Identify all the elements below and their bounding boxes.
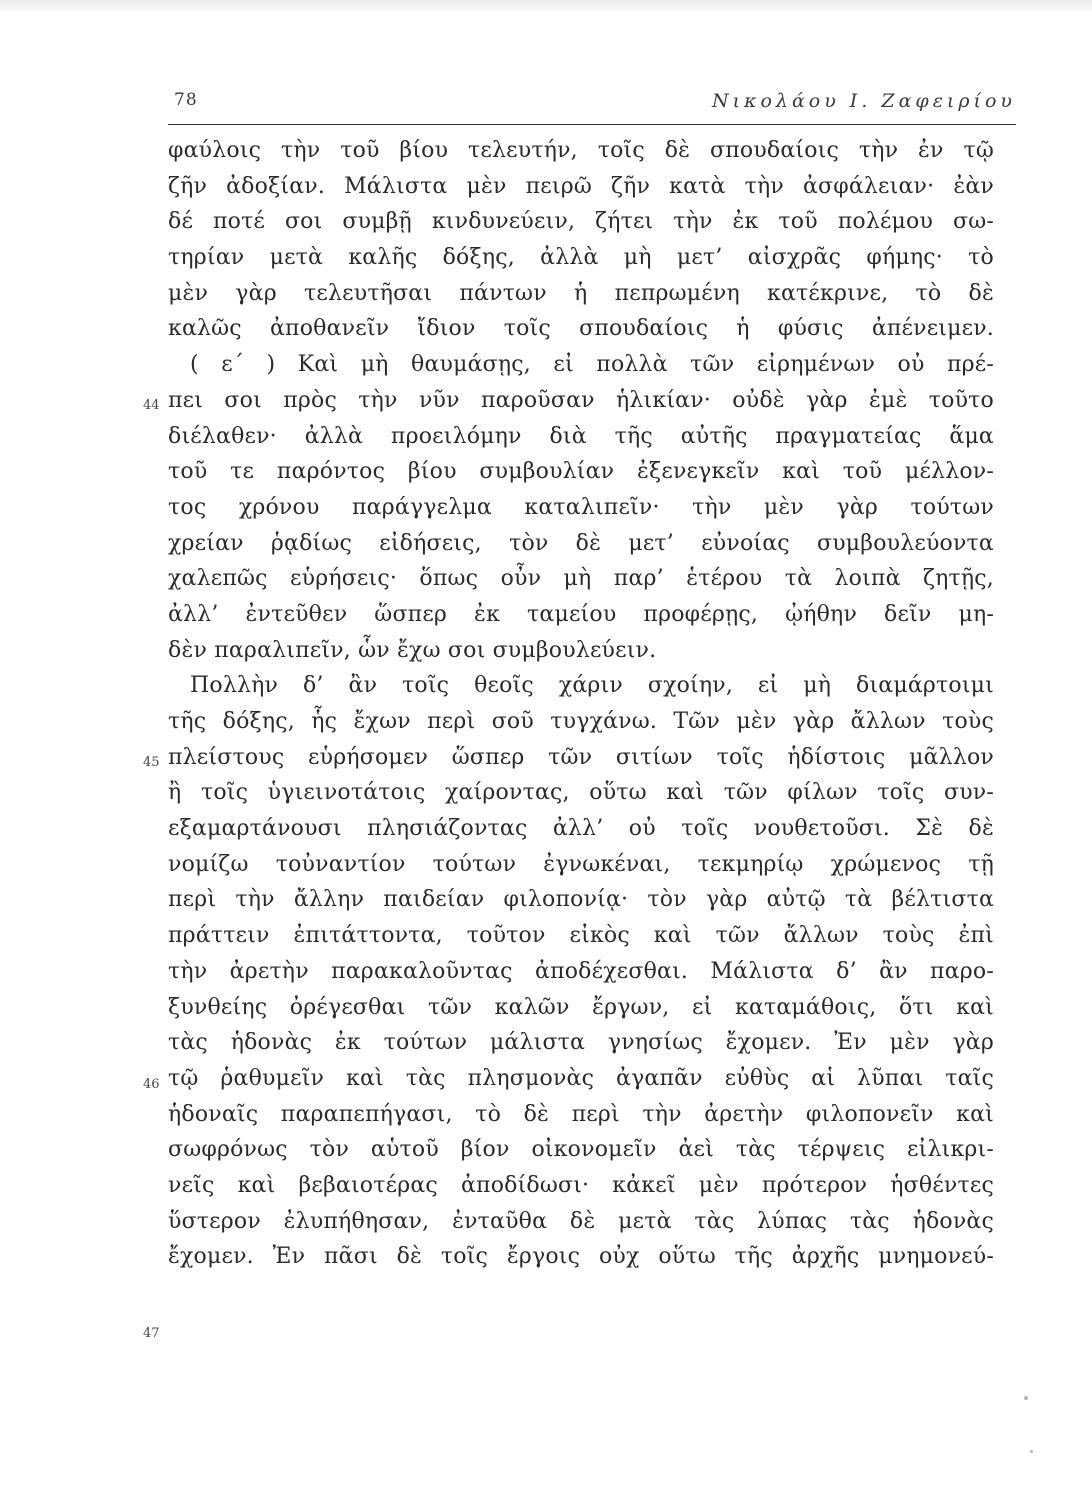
running-head: Νικολάου Ι. Ζαφειρίου bbox=[711, 90, 1016, 112]
text-line: ( ε΄ ) Καὶ μὴ θαυμάσῃς, εἰ πολλὰ τῶν εἰρημένων οὐ πρέ- bbox=[190, 352, 994, 378]
text-line: τὰς ἡδονὰς ἐκ τούτων μάλιστα γνησίως ἔχομεν. Ἐν μὲν γὰρ bbox=[168, 1030, 994, 1056]
text-line: μὲν γὰρ τελευτῆσαι πάντων ἡ πεπρωμένη κατέκρινε, τὸ δὲ bbox=[168, 280, 994, 306]
text-line: Πολλὴν δ’ ἂν τοῖς θεοῖς χάριν σχοίην, εἰ μὴ διαμάρτοιμι bbox=[190, 673, 994, 699]
text-line: τῷ ῥαθυμεῖν καὶ τὰς πλησμονὰς ἀγαπᾶν εὐθὺς αἱ λῦπαι ταῖς bbox=[168, 1065, 994, 1091]
text-line: σωφρόνως τὸν αὑτοῦ βίον οἰκονομεῖν ἀεὶ τὰς τέρψεις εἰλικρι- bbox=[168, 1137, 994, 1163]
text-line: τηρίαν μετὰ καλῆς δόξης, ἀλλὰ μὴ μετ’ αἰσχρᾶς φήμης· τὸ bbox=[168, 245, 994, 271]
page-number: 78 bbox=[174, 90, 198, 110]
margin-number: 47 bbox=[143, 1326, 160, 1341]
text-line: ἢ τοῖς ὑγιεινοτάτοις χαίροντας, οὕτω καὶ τῶν φίλων τοῖς συν- bbox=[168, 780, 994, 806]
text-line: τος χρόνου παράγγελμα καταλιπεῖν· τὴν μὲν γὰρ τούτων bbox=[168, 494, 994, 520]
text-line: πει σοι πρὸς τὴν νῦν παροῦσαν ἡλικίαν· οὐδὲ γὰρ ἐμὲ τοῦτο bbox=[168, 387, 994, 413]
body-text bbox=[168, 133, 994, 1275]
text-line: καλῶς ἀποθανεῖν ἴδιον τοῖς σπουδαίοις ἡ φύσις ἀπένειμεν. bbox=[168, 316, 994, 342]
text-line: ἀλλ’ ἐντεῦθεν ὥσπερ ἐκ ταμείου προφέρῃς, ᾠήθην δεῖν μη- bbox=[168, 601, 994, 627]
text-line: ζῆν ἀδοξίαν. Μάλιστα μὲν πειρῶ ζῆν κατὰ τὴν ἀσφάλειαν· ἐὰν bbox=[168, 173, 994, 199]
text-line: νεῖς καὶ βεβαιοτέρας ἀποδίδωσι· κἀκεῖ μὲν πρότερον ἡσθέντες bbox=[168, 1172, 994, 1198]
text-line: τὴν ἀρετὴν παρακαλοῦντας ἀποδέχεσθαι. Μάλιστα δ’ ἂν παρο- bbox=[168, 958, 994, 984]
scan-speck bbox=[1030, 1450, 1033, 1453]
text-line: τοῦ τε παρόντος βίου συμβουλίαν ἐξενεγκεῖν καὶ τοῦ μέλλον- bbox=[168, 459, 994, 485]
text-line: ὕστερον ἐλυπήθησαν, ἐνταῦθα δὲ μετὰ τὰς λύπας τὰς ἡδονὰς bbox=[168, 1208, 994, 1234]
header-rule bbox=[168, 124, 1016, 125]
text-line: νομίζω τοὐναντίον τούτων ἐγνωκέναι, τεκμηρίῳ χρώμενος τῇ bbox=[168, 851, 994, 877]
margin-number: 46 bbox=[143, 1077, 160, 1092]
page-header bbox=[168, 90, 1016, 124]
text-line: πράττειν ἐπιτάττοντα, τοῦτον εἰκὸς καὶ τῶν ἄλλων τοὺς ἐπὶ bbox=[168, 923, 994, 949]
text-line: χρείαν ῥᾳδίως εἰδήσεις, τὸν δὲ μετ’ εὐνοίας συμβουλεύοντα bbox=[168, 530, 994, 556]
scan-page-edge bbox=[0, 0, 1092, 14]
text-line: εξαμαρτάνουσι πλησιάζοντας ἀλλ’ οὐ τοῖς νουθετοῦσι. Σὲ δὲ bbox=[168, 816, 994, 842]
text-line: ἔχομεν. Ἐν πᾶσι δὲ τοῖς ἔργοις οὐχ οὕτω τῆς ἀρχῆς μνημονεύ- bbox=[168, 1244, 994, 1270]
text-line: ξυνθείης ὀρέγεσθαι τῶν καλῶν ἔργων, εἰ καταμάθοις, ὅτι καὶ bbox=[168, 994, 994, 1020]
text-line: δέ ποτέ σοι συμβῇ κινδυνεύειν, ζήτει τὴν ἐκ τοῦ πολέμου σω- bbox=[168, 209, 994, 235]
text-line: περὶ τὴν ἄλλην παιδείαν φιλοπονίᾳ· τὸν γὰρ αὐτῷ τὰ βέλτιστα bbox=[168, 887, 994, 913]
margin-number: 44 bbox=[143, 398, 160, 413]
text-line: φαύλοις τὴν τοῦ βίου τελευτήν, τοῖς δὲ σπουδαίοις τὴν ἐν τῷ bbox=[168, 138, 994, 163]
text-line: διέλαθεν· ἀλλὰ προειλόμην διὰ τῆς αὐτῆς πραγματείας ἅμα bbox=[168, 423, 994, 449]
text-line: δὲν παραλιπεῖν, ὧν ἔχω σοι συμβουλεύειν. bbox=[168, 637, 657, 663]
text-line: πλείστους εὑρήσομεν ὥσπερ τῶν σιτίων τοῖς ἡδίστοις μᾶλλον bbox=[168, 744, 994, 770]
scan-speck bbox=[1024, 1396, 1028, 1400]
text-line: χαλεπῶς εὑρήσεις· ὅπως οὖν μὴ παρ’ ἑτέρου τὰ λοιπὰ ζητῇς, bbox=[168, 566, 994, 592]
text-line: τῆς δόξης, ἧς ἔχων περὶ σοῦ τυγχάνω. Τῶν μὲν γὰρ ἄλλων τοὺς bbox=[168, 709, 994, 734]
margin-number: 45 bbox=[143, 755, 160, 770]
text-line: ἡδοναῖς παραπεπήγασι, τὸ δὲ περὶ τὴν ἀρετὴν φιλοπονεῖν καὶ bbox=[168, 1101, 994, 1127]
